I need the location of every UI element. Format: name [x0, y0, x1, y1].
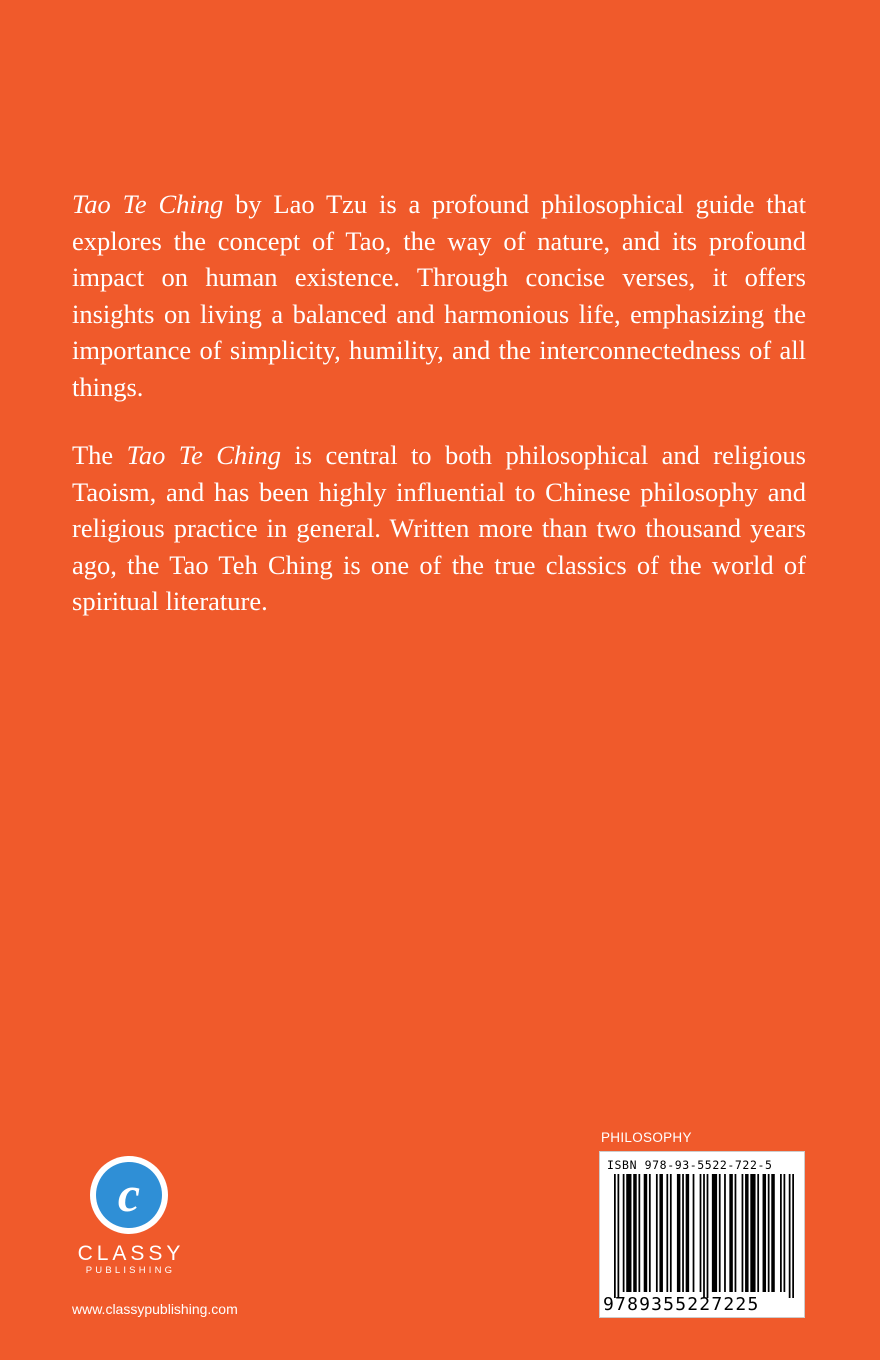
publisher-website: www.classypublishing.com: [72, 1301, 238, 1317]
blurb-text: is central to both philosophical and religious Taoism, and has been highly influential to Chinese philosophy and religious practice in general. Written more than two thousand years ago, the Tao Teh Ching is one of the true classics of the world of spiritual literature.: [72, 440, 806, 616]
logo-letter: c: [117, 1166, 141, 1222]
blurb-paragraph-2: [72, 437, 806, 620]
barcode-digits: 9789355227225: [603, 1294, 760, 1315]
isbn-label: ISBN 978-93-5522-722-5: [607, 1158, 773, 1172]
book-title-italic: Tao Te Ching: [126, 440, 282, 470]
category-label: PHILOSOPHY: [601, 1130, 692, 1145]
blurb-text: The: [72, 440, 127, 470]
blurb-paragraph-1: [72, 186, 806, 405]
publisher-name: CLASSY: [77, 1242, 185, 1265]
blurb-text: by Lao Tzu is a profound philosophical guide that explores the concept of Tao, the way of nature, and its profound impact on human existence. Through concise verses, it offers insights on living a balanced and harmonious life, emphasizing the importance of simplicity, humility, and the interconnectedness of all things.: [72, 189, 807, 402]
book-title-italic: Tao Te Ching: [72, 189, 224, 219]
classy-c-logo-icon: [89, 1155, 169, 1235]
publisher-subtitle: PUBLISHING: [85, 1265, 176, 1276]
publisher-logo: [70, 1155, 188, 1277]
barcode-bars: [614, 1174, 794, 1298]
back-cover-blurb: [72, 186, 806, 652]
isbn-barcode: [599, 1151, 805, 1318]
